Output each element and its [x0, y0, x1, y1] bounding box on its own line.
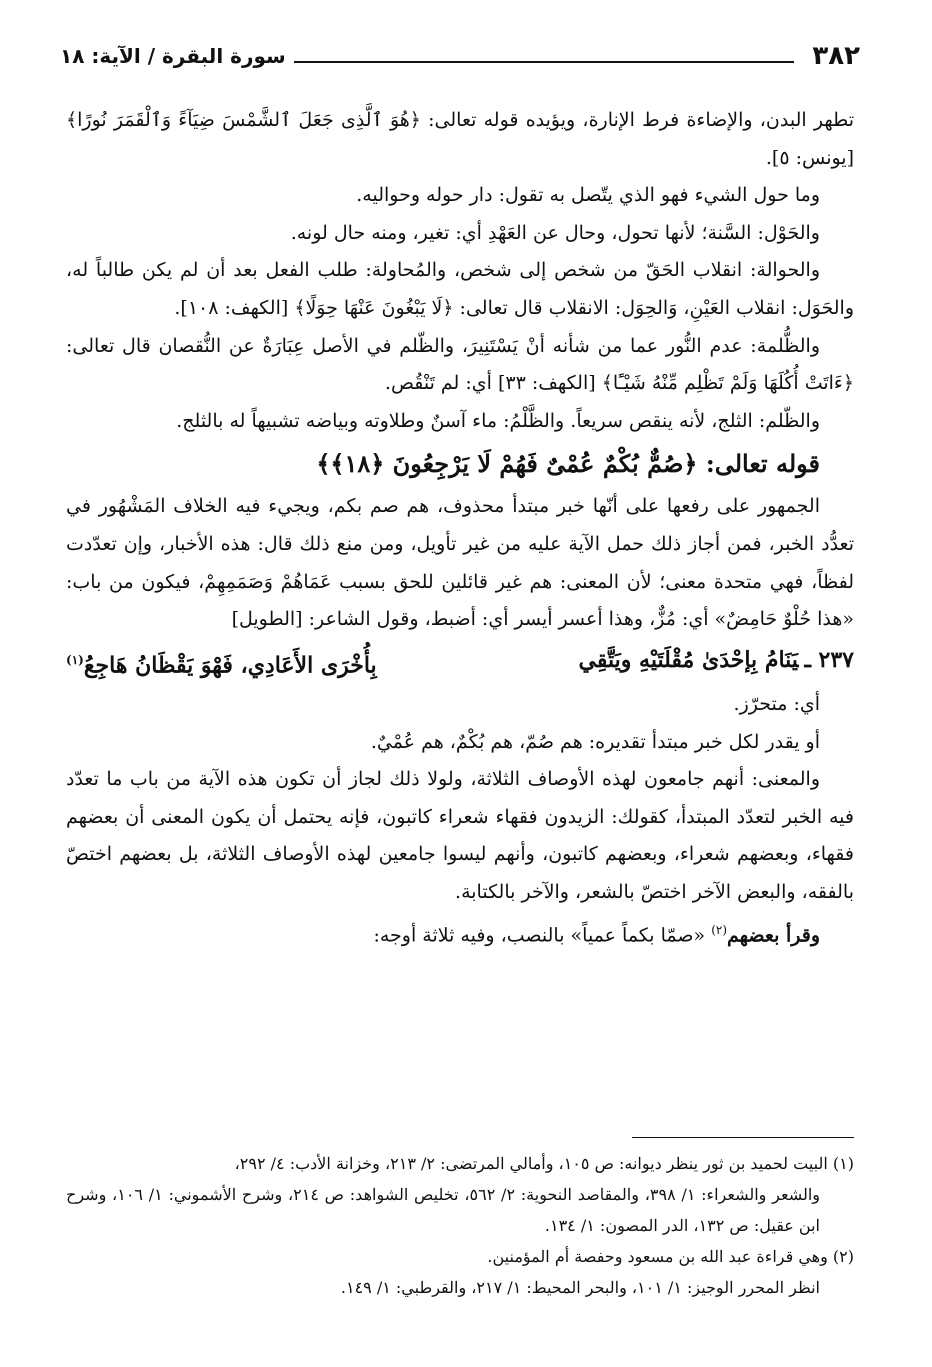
- footnotes: [66, 1148, 854, 1303]
- paragraph: والظُّلمة: عدم النُّور عما من شأنه أنْ يَسْتَنِيرَ، والظّلم في الأصل عِبَارَةٌ عن النُّقصان قال تعالى: ﴿ءَاتَتْ أُكُلَهَا وَلَمْ تَظْلِم مِّنْهُ شَيْـًٔا﴾ [الكهف: ٣٣] أي: لم تَنْقُص.: [66, 334, 854, 395]
- poem-second-hemistich: [66, 639, 377, 686]
- paragraph: أو يقدر لكل خبر مبتدأ تقديره: هم صُمّ، هم بُكْمٌ، هم عُمْيٌ.: [370, 730, 820, 753]
- page-header: [60, 30, 860, 82]
- paragraph: [66, 912, 854, 955]
- paragraph: والحوالة: انقلاب الحَقّ من شخص إلى شخص، والمُحاولة: طلب الفعل بعد أن لم يكن طالباً له، والحَوَل: انقلاب العَيْنِ، وَالحِوَل: الانقلاب قال تعالى: ﴿لَا يَبْغُونَ عَنْهَا حِوَلًا﴾ [الكهف: ١٠٨].: [66, 259, 854, 319]
- poem-number: ٢٣٧ ـ: [804, 646, 854, 673]
- footnote-ref: (٢): [711, 922, 728, 937]
- paragraph: والظّلم: الثلج، لأنه ينقص سريعاً. والظَّلْمُ: ماء آسنٌ وطلاوته وبياضه تشبيهاً له بالثلج.: [176, 409, 820, 432]
- bold-phrase: وقرأ بعضهم: [727, 923, 820, 946]
- footnote-1-continued: والشعر والشعراء: ١/ ٣٩٨، والمقاصد النحوية: ٢/ ٥٦٢، تخليص الشواهد: ص ٢١٤، وشرح الأشموني: ١/ ١٠٦، وشرح ابن عقيل: ص ١٣٢، الدر المصون: ١/ ١٣٤.: [66, 1185, 821, 1235]
- main-text: [66, 102, 854, 955]
- page-number: ٣٨٢: [812, 41, 860, 71]
- paragraph: تطهر البدن، والإضاءة فرط الإنارة، ويؤيده قوله تعالى: ﴿هُوَ ٱلَّذِى جَعَلَ ٱلشَّمْسَ ضِيَآءً وَٱلْقَمَرَ نُورًا﴾ [يونس: ٥].: [66, 109, 854, 169]
- header-rule: [294, 61, 795, 63]
- paragraph: والحَوْل: السَّنة؛ لأنها تحول، وحال عن العَهْدِ أي: تغير، ومنه حال لونه.: [290, 221, 820, 244]
- footnote-ref: (١): [66, 652, 84, 667]
- paragraph: والمعنى: أنهم جامعون لهذه الأوصاف الثلاثة، ولولا ذلك لجاز أن تكون هذه الآية من باب ما تعدّد فيه الخبر لتعدّد المبتدأ، كقولك: الزيدون فقهاء شعراء كاتبون، فإنه يحتمل أن يكون المعنى أن بعضهم فقهاء، وبعضهم شعراء، وبعضهم كاتبون، وأنهم ليسوا جامعين لهذه الأوصاف الثلاثة، بل بعضهم اختصّ بالفقه، والبعض الآخر اختصّ بالشعر، والآخر بالكتابة.: [66, 768, 854, 904]
- paragraph-rest: «صمّا بكماً عمياً» بالنصب، وفيه ثلاثة أوجه:: [373, 923, 712, 946]
- poem-right-text: يَنَامُ بِإحْدَىٰ مُقْلَتَيْهِ ويَتَّقِي: [578, 646, 799, 673]
- poem-first-hemistich: [579, 639, 854, 686]
- poem-left-text: بِأُخْرَى الأَعَادِي، فَهْوَ يَقْظَانُ هَاجِعُ: [83, 652, 377, 679]
- paragraph: أي: متحرّز.: [733, 693, 820, 716]
- paragraph: الجمهور على رفعها على أنّها خبر مبتدأ محذوف، هم صم بكم، ويجيء فيه الخلاف المَشْهُور في تعدُّد الخبر، فمن أجاز ذلك حمل الآية عليه من غير تأويل، ومن منع ذلك قال: هذه الأخبار، وإن تعدّدت لفظاً، فهي متحدة معنى؛ لأن المعنى: هم غير قائلين للحق بسبب عَمَاهُمْ وَصَمَمِهِمْ، فيكون من باب: «هذا حُلْوٌ حَامِضٌ» أي: مُزٌّ، وهذا أعسر أيسر أي: أضبط، وقول الشاعر: [الطويل]: [66, 495, 854, 631]
- footnote-1: (١) البيت لحميد بن ثور ينظر ديوانه: ص ١٠٥، وأمالي المرتضى: ٢/ ٢١٣، وخزانة الأدب: ٤/ ٢٩٢،: [234, 1154, 854, 1173]
- footnote-2-continued: انظر المحرر الوجيز: ١/ ١٠١، والبحر المحيط: ١/ ٢١٧، والقرطبي: ١/ ١٤٩.: [340, 1278, 820, 1297]
- poem-line: [66, 639, 854, 686]
- footnote-rule: [632, 1137, 854, 1138]
- footnote-2: (٢) وهي قراءة عبد الله بن مسعود وحفصة أم المؤمنين.: [487, 1247, 854, 1266]
- verse-heading: قوله تعالى: ﴿صُمٌّ بُكْمٌ عُمْىٌ فَهُمْ لَا يَرْجِعُونَ ﴿١٨﴾﴾: [316, 449, 820, 479]
- running-title: سورة البقرة / الآية: ١٨: [60, 44, 286, 68]
- paragraph: وما حول الشيء فهو الذي يتّصل به تقول: دار حوله وحواليه.: [356, 184, 820, 207]
